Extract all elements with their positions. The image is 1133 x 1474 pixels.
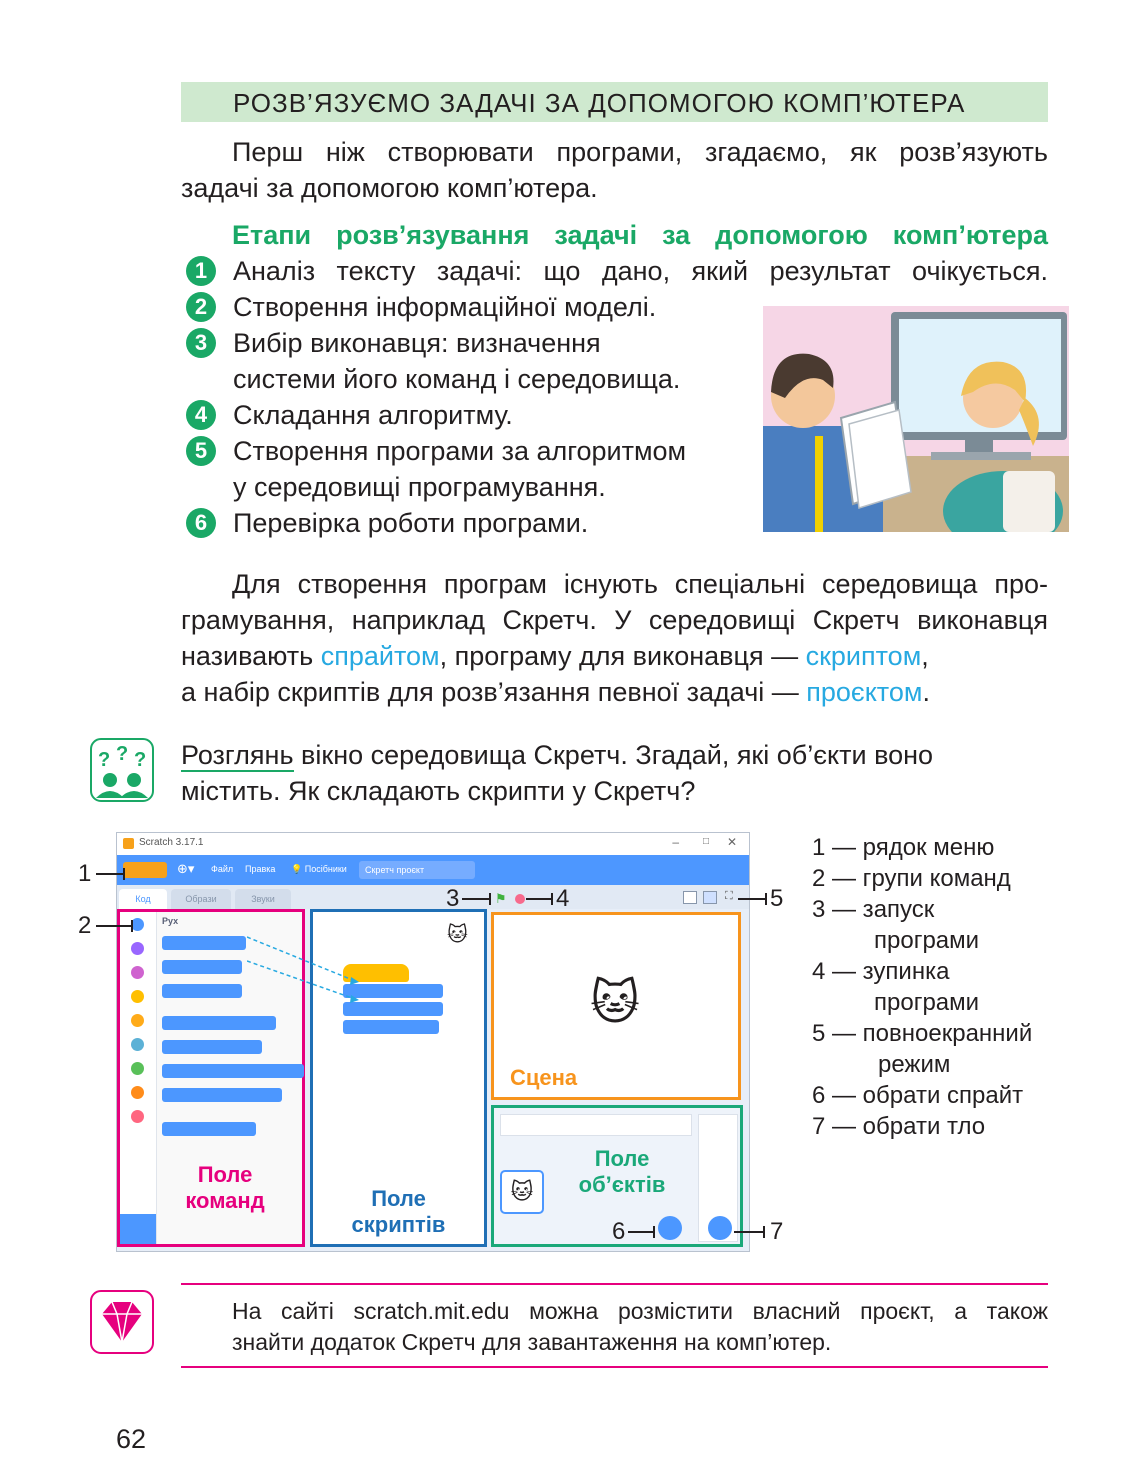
children-at-computer-illustration [763,306,1069,532]
term-project: проєктом [806,677,923,707]
minimize-icon[interactable]: – [672,835,679,849]
stage-label: Сцена [510,1065,578,1090]
stage-text-cont: системи його команд і середовища. [233,364,681,394]
label-line: Поле [371,1186,426,1211]
callout-6: 6 [612,1218,626,1245]
legend-item: 5 — повноекранний [812,1020,1033,1047]
block-turn-left[interactable] [162,984,242,998]
task-line-2: містить. Як складають скрипти у Скретч? [181,776,696,806]
app-icon [123,838,134,849]
legend [812,832,1032,1142]
category-events-dot[interactable] [131,990,144,1003]
task-line-1 [181,737,1048,773]
section-heading: РОЗВ’ЯЗУЄМО ЗАДАЧІ ЗА ДОПОМОГОЮ КОМП’ЮТЕРА [233,88,966,118]
callout-1: 1 [78,860,92,887]
fullscreen-icon[interactable]: ⛶ [725,890,733,902]
tab-sounds[interactable]: Звуки [235,889,291,909]
callout-5-line [738,898,766,900]
para2-line-2: грамування, наприклад Скретч. У середовищі Скретч виконавця [181,605,1048,635]
drag-arrows [247,933,367,1013]
term-script: скриптом [805,641,922,671]
category-operators-dot[interactable] [131,1062,144,1075]
callout-5: 5 [770,885,784,912]
note-line-1: На сайті scratch.mit.edu можна розмістити власний проєкт, а також [232,1298,1048,1324]
maximize-icon[interactable]: □ [702,836,709,847]
large-stage-icon[interactable] [703,891,717,904]
stage-text: Вибір виконавця: визначення [233,328,601,358]
stage-text: Аналіз тексту задачі: що дано, який результат очікується. [233,256,1048,286]
stage-text: Створення програми за алгоритмом [233,436,687,466]
stage-item-1 [186,253,1048,289]
category-sensing-dot[interactable] [131,1038,144,1051]
category-list [120,912,157,1244]
stage-text-cont: у середовищі програмування. [233,472,606,502]
term-sprite: спрайтом [320,641,440,671]
task-verb: Розглянь [181,740,294,770]
script-turn-block[interactable] [343,1020,439,1034]
block-point-direction[interactable] [162,1122,256,1136]
label-line: команд [185,1188,265,1213]
stage-text: Створення інформаційної моделі. [233,292,657,322]
project-name-input[interactable]: Скретч проєкт [359,861,475,879]
tabs-bar [117,885,749,909]
legend-item: 2 — групи команд [812,865,1011,892]
task-text: вікно середовища Скретч. Згадай, які об’єкти воно [293,740,934,770]
stage-number: 3 [186,328,216,358]
scratch-window [116,832,750,1252]
scripts-panel-label [313,1186,484,1238]
category-sound-dot[interactable] [131,966,144,979]
category-title: Рух [162,916,179,926]
para2-text: , [921,641,929,671]
section-heading-bar [181,82,1048,122]
block-goto-xy[interactable] [162,1040,262,1054]
block-glide-to[interactable] [162,1064,304,1078]
category-looks-dot[interactable] [131,942,144,955]
choose-sprite-button[interactable] [658,1216,682,1240]
callout-6-line [628,1231,654,1233]
label-line: Поле [197,1162,253,1187]
label-line: об’єктів [578,1172,666,1197]
stage-number: 6 [186,508,216,538]
sprite-info-bar[interactable] [500,1114,692,1136]
menu-tutorials[interactable]: 💡 Посібники [291,864,347,874]
intro-line-2: задачі за допомогою комп’ютера. [181,173,598,203]
callout-7-line [734,1231,764,1233]
callout-7: 7 [770,1218,784,1245]
legend-item: 4 — зупинка [812,958,950,985]
para2-line-1: Для створення програм існують спеціальні середовища про- [232,569,1048,599]
stop-icon[interactable] [515,894,525,904]
choose-backdrop-button[interactable] [708,1216,732,1240]
intro-line-1: Перш ніж створювати програми, згадаємо, як розв’язують [232,137,1048,167]
page-number: 62 [116,1424,147,1454]
title-bar [117,833,749,856]
legend-item-cont: програми [874,989,980,1016]
close-icon[interactable]: ✕ [726,835,737,849]
block-turn-right[interactable] [162,960,242,974]
diamond-icon [90,1290,154,1354]
category-variables-dot[interactable] [131,1086,144,1099]
para2-text: . [922,677,930,707]
block-goto[interactable] [162,1016,276,1030]
category-control-dot[interactable] [131,1014,144,1027]
para2-line-3 [181,638,1048,674]
svg-text:?: ? [116,743,129,765]
block-glide-xy[interactable] [162,1088,282,1102]
callout-3-line [462,898,490,900]
scratch-logo[interactable] [123,862,167,878]
language-globe-icon[interactable]: ⊕▾ [177,861,195,876]
block-move[interactable] [162,936,246,950]
legend-item: 3 — запуск [812,896,935,923]
callout-2-line [96,925,132,927]
menu-file[interactable]: Файл [211,864,234,874]
extensions-button[interactable] [120,1214,156,1244]
callout-3: 3 [446,885,460,912]
menu-tutorials-label: Посібники [304,864,347,874]
green-flag-icon[interactable]: ⚑ [495,891,507,906]
tab-costumes[interactable]: Образи [171,889,231,909]
note-divider-bottom [181,1366,1048,1368]
para2-text: а набір скриптів для розв’язання певної задачі — [181,677,807,707]
svg-text:?: ? [98,749,111,771]
discussion-icon [90,738,154,802]
window-title: Scratch 3.17.1 [139,837,204,848]
legend-item: 6 — обрати спрайт [812,1082,1024,1109]
stages-title: Етапи розв’язування задачі за допомогою комп’ютера [232,220,1048,250]
para2-text: називають [181,641,321,671]
stage-number: 1 [186,256,216,286]
menu-bar [117,855,749,885]
sprite-tile[interactable]: 🐱 [500,1170,544,1214]
sprite-thumbnail-icon: 🐱 [447,924,468,946]
cat-sprite-icon[interactable]: 🐱 [590,977,641,1030]
callout-1-line [96,873,124,875]
objects-panel-label [552,1146,692,1198]
para2-line-4 [181,674,930,710]
legend-item: 1 — рядок меню [812,834,995,861]
callout-2: 2 [78,912,92,939]
category-myblocks-dot[interactable] [131,1110,144,1123]
label-line: скриптів [351,1212,446,1237]
stage-number: 5 [186,436,216,466]
menu-edit[interactable]: Правка [245,864,276,874]
para2-text: , програму для виконавця — [439,641,806,671]
label-line: Поле [594,1146,650,1171]
legend-item-cont: програми [874,927,980,954]
stage-number: 2 [186,292,216,322]
callout-4: 4 [556,885,570,912]
note-line-2: знайти додаток Скретч для завантаження на комп’ютер. [232,1329,832,1355]
legend-item: 7 — обрати тло [812,1113,986,1140]
tab-code[interactable]: Код [119,889,167,909]
stage-text: Перевірка роботи програми. [233,508,589,538]
stage-number: 4 [186,400,216,430]
legend-item-cont: режим [878,1051,951,1078]
note-divider-top [181,1283,1048,1285]
callout-4-line [526,898,552,900]
stage-panel [491,912,741,1100]
small-stage-icon[interactable] [683,891,697,904]
svg-text:?: ? [134,749,147,771]
commands-panel-label [160,1162,290,1214]
stage-text: Складання алгоритму. [233,400,513,430]
